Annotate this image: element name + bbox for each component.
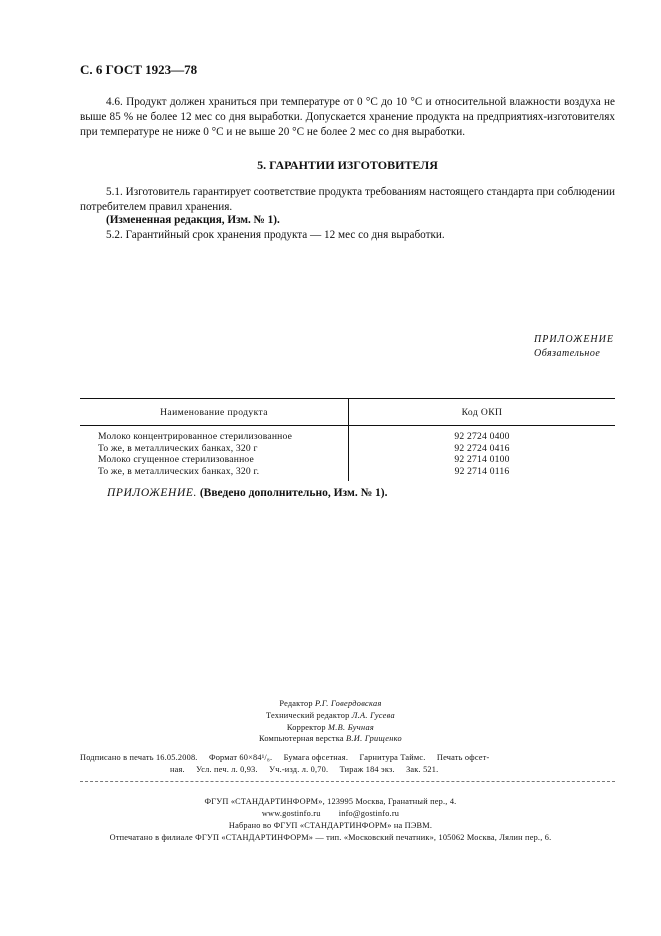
credit-editor: [0, 698, 661, 710]
credit-person: В.И. Грищенко: [346, 734, 402, 744]
okp-code-cell: 92 2724 0400: [454, 431, 510, 442]
paragraph-4-6: 4.6. Продукт должен храниться при температуре от 0 °С до 10 °С и относительной влажности воздуха не выше 85 % не более 12 мес со дня выработки. Допускается хранение продукта на предприятиях-изготовителях при температуре не ниже 0 °С и не выше 20 °С не более 2 мес со дня выработки.: [80, 96, 615, 138]
okp-table: [80, 398, 615, 481]
table-header-row: [80, 399, 615, 426]
credit-tech-editor: [0, 710, 661, 722]
column-header-product: Наименование продукта: [80, 399, 349, 426]
table-row: [80, 466, 615, 482]
credit-label: Компьютерная верстка: [259, 734, 344, 744]
appendix-title: ПРИЛОЖЕНИЕ: [534, 334, 614, 345]
divider: [80, 781, 615, 782]
page-header: С. 6 ГОСТ 1923—78: [80, 62, 198, 77]
table-row: [80, 443, 615, 455]
publication-line-2: ная. Усл. печ. л. 0,93. Уч.-изд. л. 0,70. Тираж 184 экз. Зак. 521.: [170, 765, 439, 774]
credit-label: Технический редактор: [266, 710, 350, 720]
appendix-heading: [534, 333, 614, 361]
footer-line-3: Набрано во ФГУП «СТАНДАРТИНФОРМ» на ПЭВМ.: [228, 821, 433, 830]
product-name-cell: Молоко концентрированное стерилизованное: [80, 426, 349, 443]
publication-info: [80, 752, 615, 776]
credit-layout: [0, 733, 661, 745]
publisher-footer: [0, 796, 661, 844]
amendment-note: [106, 213, 615, 228]
footer-line-2: www.gostinfo.ru info@gostinfo.ru: [261, 809, 400, 818]
appendix-subtitle: Обязательное: [534, 348, 601, 359]
paragraph-5-1: 5.1. Изготовитель гарантирует соответствие продукта требованиям настоящего стандарта при соблюдении потребителем правил хранения.: [80, 186, 615, 213]
paragraph-5-2: 5.2. Гарантийный срок хранения продукта — 12 мес со дня выработки.: [106, 229, 445, 241]
section-5-title: 5. ГАРАНТИИ ИЗГОТОВИТЕЛЯ: [257, 158, 438, 172]
table-row: [80, 454, 615, 466]
footer-line-4: Отпечатано в филиале ФГУП «СТАНДАРТИНФОРМ» — тип. «Московский печатник», 105062 Москва, Лялин пер., 6.: [109, 833, 552, 842]
appendix-note: [107, 487, 387, 499]
footer-line-1: ФГУП «СТАНДАРТИНФОРМ», 123995 Москва, Гранатный пер., 4.: [204, 797, 457, 806]
product-name-cell: Молоко сгущенное стерилизованное: [80, 454, 349, 466]
appendix-note-text: (Введено дополнительно, Изм. № 1).: [199, 487, 388, 499]
okp-code-cell: 92 2714 0100: [454, 454, 510, 465]
credit-person: Л.А. Гусева: [351, 710, 395, 720]
credit-corrector: [0, 722, 661, 734]
product-name-cell: То же, в металлических банках, 320 г: [80, 443, 349, 455]
okp-code-cell: 92 2724 0416: [454, 442, 510, 454]
appendix-note-label: ПРИЛОЖЕНИЕ.: [107, 487, 197, 499]
amendment-note-text: (Измененная редакция, Изм. № 1).: [106, 214, 280, 226]
table-row: [80, 426, 615, 443]
column-header-code: Код ОКП: [349, 399, 616, 426]
credit-person: М.В. Бучная: [328, 722, 375, 732]
publication-line-1: Подписано в печать 16.05.2008. Формат 60×84¹/₈. Бумага офсетная. Гарнитура Таймс. Печать офсет-: [80, 753, 490, 762]
okp-code-cell: 92 2714 0116: [454, 465, 510, 477]
credit-label: Редактор: [279, 699, 313, 708]
credit-label: Корректор: [286, 722, 326, 732]
product-name-cell: То же, в металлических банках, 320 г.: [80, 466, 349, 482]
credits-block: [0, 698, 661, 745]
credit-person: Р.Г. Говердовская: [314, 699, 382, 708]
